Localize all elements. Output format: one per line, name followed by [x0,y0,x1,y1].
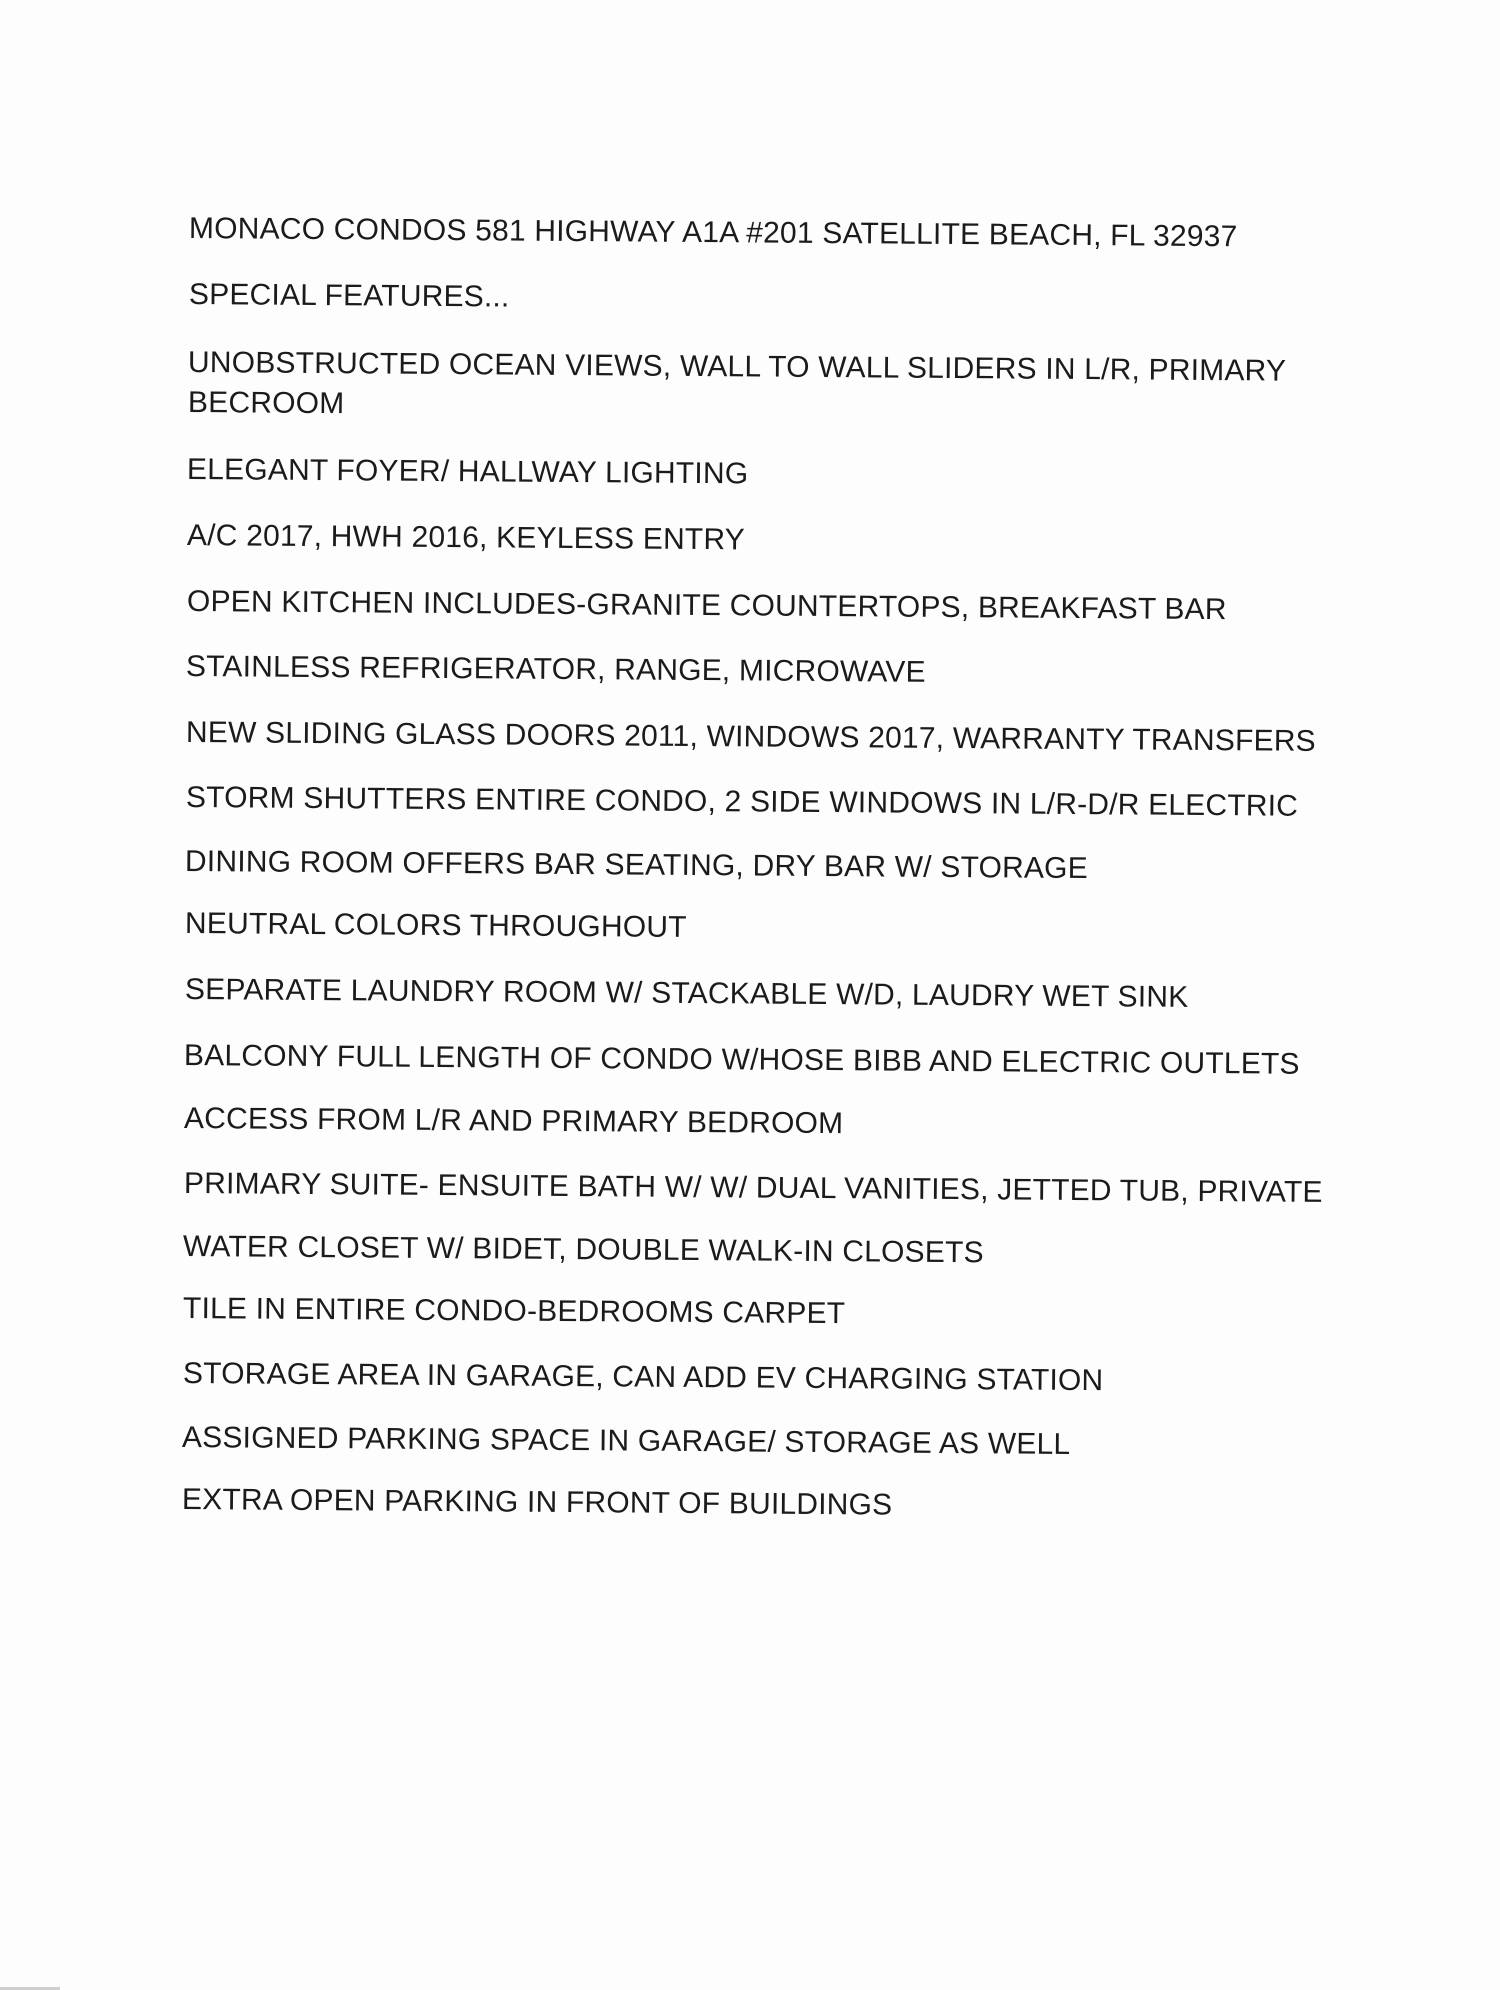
feature-line: NEW SLIDING GLASS DOORS 2011, WINDOWS 2017, WARRANTY TRANSFERS [185,716,1316,758]
feature-line: UNOBSTRUCTED OCEAN VIEWS, WALL TO WALL SLIDERS IN L/R, PRIMARY [187,346,1287,388]
document-header: MONACO CONDOS 581 HIGHWAY A1A #201 SATELLITE BEACH, FL 32937 [188,212,1238,254]
feature-line: DINING ROOM OFFERS BAR SEATING, DRY BAR W/ STORAGE [184,845,1089,886]
feature-line: STORAGE AREA IN GARAGE, CAN ADD EV CHARGING STATION [182,1357,1104,1398]
feature-line: OPEN KITCHEN INCLUDES-GRANITE COUNTERTOPS, BREAKFAST BAR [186,585,1227,627]
feature-line: TILE IN ENTIRE CONDO-BEDROOMS CARPET [182,1292,846,1331]
feature-line: NEUTRAL COLORS THROUGHOUT [184,907,687,944]
feature-line: STAINLESS REFRIGERATOR, RANGE, MICROWAVE [185,650,926,689]
feature-line: ASSIGNED PARKING SPACE IN GARAGE/ STORAGE AS WELL [181,1421,1071,1461]
feature-line: SEPARATE LAUNDRY ROOM W/ STACKABLE W/D, LAUDRY WET SINK [184,973,1189,1014]
feature-line: WATER CLOSET W/ BIDET, DOUBLE WALK-IN CLOSETS [182,1230,984,1270]
special-features-heading: SPECIAL FEATURES... [188,278,510,314]
feature-line: PRIMARY SUITE- ENSUITE BATH W/ W/ DUAL VANITIES, JETTED TUB, PRIVATE [183,1167,1323,1209]
feature-line: BECROOM [187,386,345,421]
feature-line: A/C 2017, HWH 2016, KEYLESS ENTRY [186,519,746,557]
feature-line: ACCESS FROM L/R AND PRIMARY BEDROOM [183,1102,844,1141]
feature-line: EXTRA OPEN PARKING IN FRONT OF BUILDINGS [181,1483,893,1522]
feature-line: BALCONY FULL LENGTH OF CONDO W/HOSE BIBB AND ELECTRIC OUTLETS [183,1039,1300,1081]
feature-line: ELEGANT FOYER/ HALLWAY LIGHTING [186,453,749,491]
feature-line: STORM SHUTTERS ENTIRE CONDO, 2 SIDE WINDOWS IN L/R-D/R ELECTRIC [185,781,1299,823]
